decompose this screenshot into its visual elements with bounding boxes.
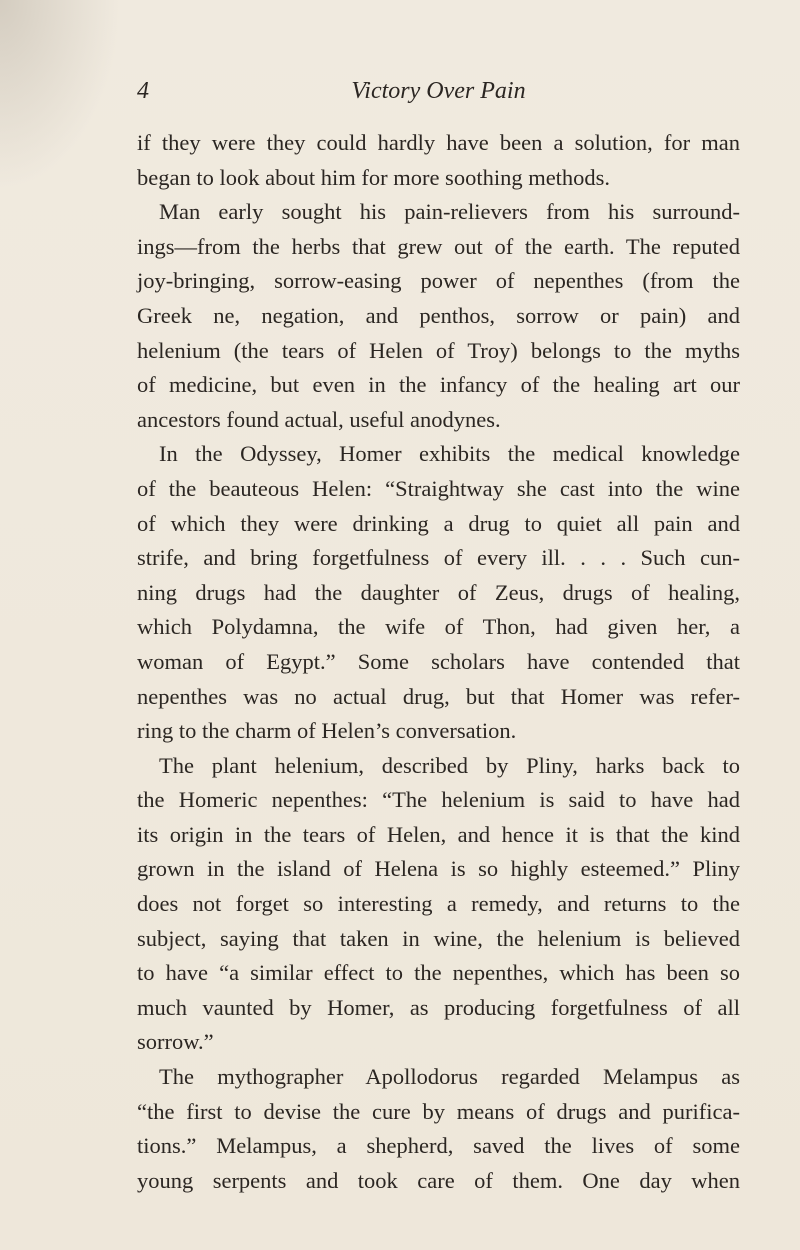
text-line: In the Odyssey, Homer exhibits the medical knowledge [159, 441, 740, 467]
text-line: began to look about him for more soothing methods. [137, 164, 611, 190]
text-line: strife, and bring forgetfulness of every ill. . . . Such cun- [137, 545, 740, 571]
text-line: much vaunted by Homer, as producing forgetfulness of all [137, 994, 740, 1020]
running-head [137, 78, 740, 108]
text-line: helenium (the tears of Helen of Troy) belongs to the myths [137, 337, 740, 363]
text-line: ancestors found actual, useful anodynes. [137, 406, 501, 432]
text-line: ings—from the herbs that grew out of the earth. The reputed [137, 233, 740, 259]
text-line: young serpents and took care of them. One day when [137, 1167, 740, 1193]
text-line: if they were they could hardly have been a solution, for man [137, 130, 740, 155]
text-line: “the first to devise the cure by means of drugs and purifica- [137, 1098, 740, 1124]
text-line: The plant helenium, described by Pliny, harks back to [159, 752, 740, 778]
text-line: ning drugs had the daughter of Zeus, drugs of healing, [137, 579, 740, 605]
text-line: subject, saying that taken in wine, the helenium is believed [137, 925, 740, 951]
text-line: of the beauteous Helen: “Straightway she cast into the wine [137, 475, 740, 501]
page-number: 4 [137, 78, 149, 104]
running-title: Victory Over Pain [351, 78, 526, 104]
text-line: nepenthes was no actual drug, but that Homer was refer- [137, 683, 740, 709]
text-line: ring to the charm of Helen’s conversation. [137, 718, 517, 744]
text-line: to have “a similar effect to the nepenthes, which has been so [137, 960, 740, 986]
text-line: The mythographer Apollodorus regarded Melampus as [159, 1064, 740, 1090]
text-line: grown in the island of Helena is so highly esteemed.” Pliny [137, 856, 740, 882]
text-line: of which they were drinking a drug to quiet all pain and [137, 510, 740, 536]
body-text [137, 126, 740, 1198]
text-line: the Homeric nepenthes: “The helenium is said to have had [137, 787, 740, 813]
text-line: of medicine, but even in the infancy of the healing art our [137, 372, 740, 398]
text-line: joy-bringing, sorrow-easing power of nepenthes (from the [137, 268, 740, 294]
text-line: tions.” Melampus, a shepherd, saved the lives of some [137, 1133, 740, 1159]
text-line: does not forget so interesting a remedy, and returns to the [137, 891, 740, 917]
text-line: which Polydamna, the wife of Thon, had given her, a [137, 614, 740, 640]
text-line: Greek ne, negation, and penthos, sorrow or pain) and [137, 302, 740, 328]
text-line: sorrow.” [137, 1029, 214, 1055]
text-line: woman of Egypt.” Some scholars have contended that [137, 648, 740, 674]
text-line: Man early sought his pain-relievers from his surround- [159, 199, 740, 225]
text-line: its origin in the tears of Helen, and hence it is that the kind [137, 821, 740, 847]
